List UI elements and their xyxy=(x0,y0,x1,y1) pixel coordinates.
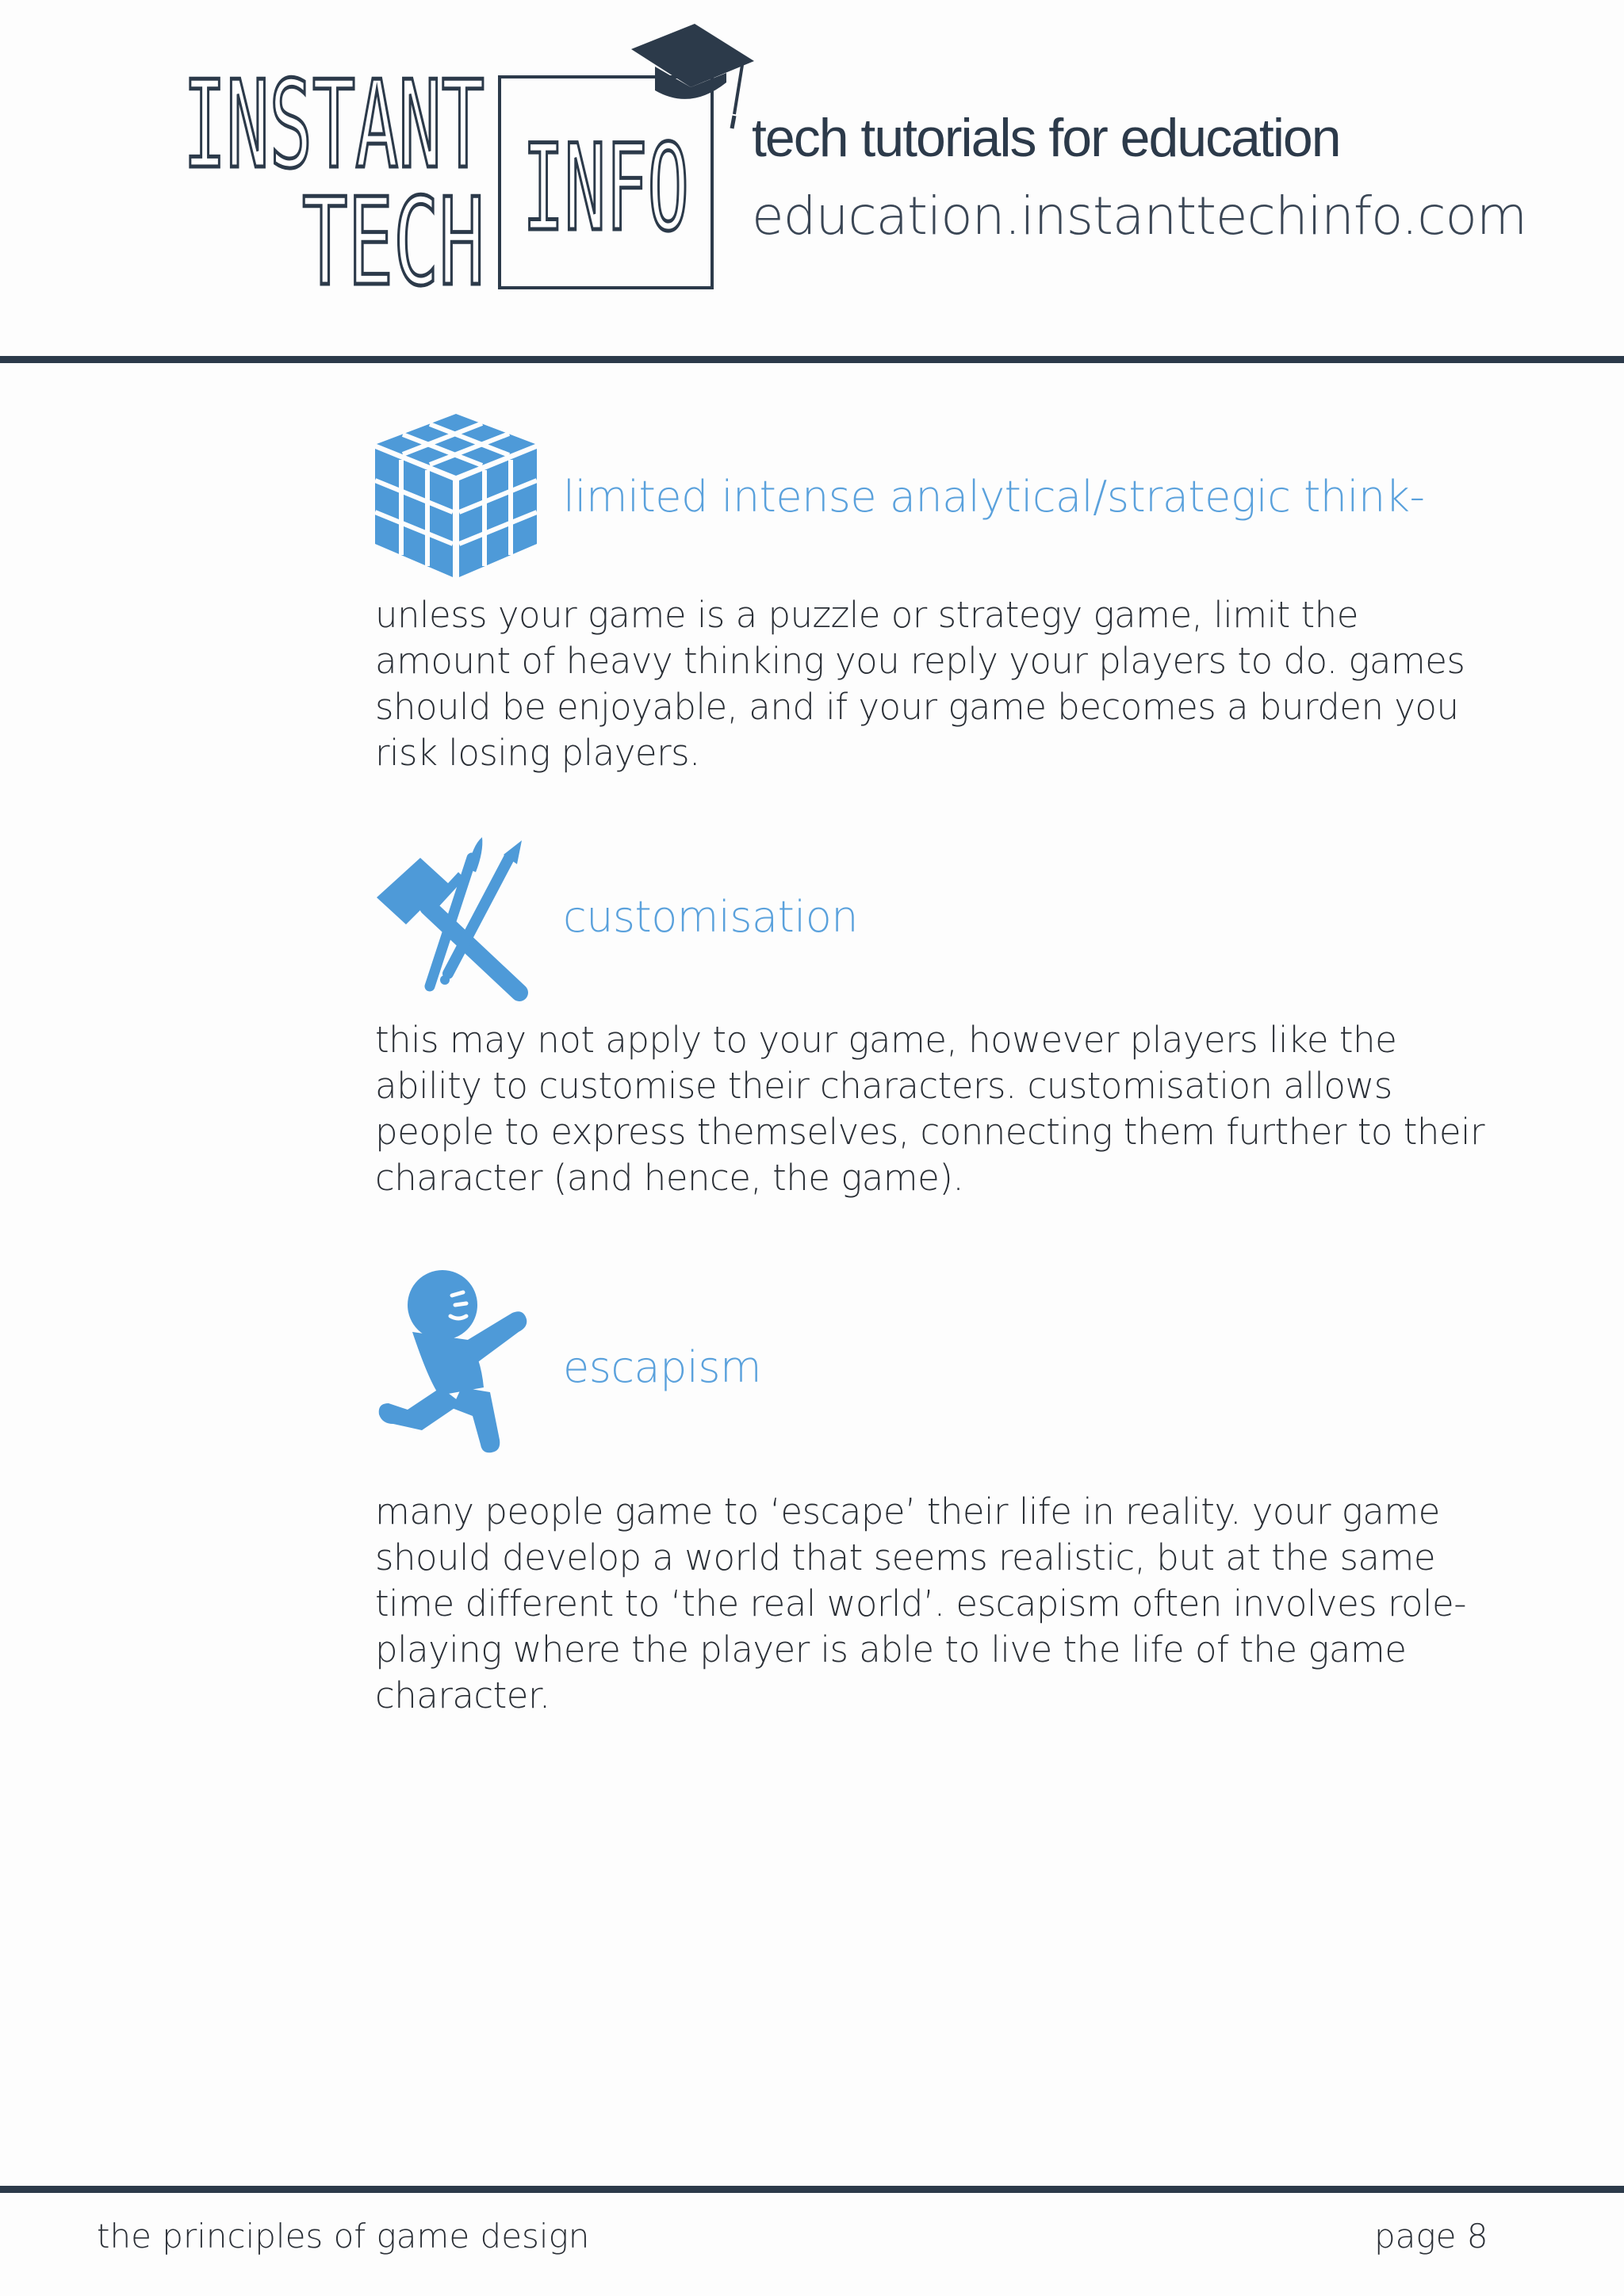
footer-doc-title: the principles of game design xyxy=(97,2217,590,2256)
section-title-analytical: limited intense analytical/strategic think- xyxy=(563,472,1425,522)
footer-divider xyxy=(0,2186,1624,2193)
rubiks-cube-icon xyxy=(373,411,539,582)
page-header xyxy=(0,0,1624,365)
site-url[interactable]: education.instanttechinfo.com xyxy=(752,186,1527,247)
section-body-customisation: this may not apply to your game, however players like the ability to customise their characters. customisation allows people to express themselves, connecting them further to their character (and hence, the game). xyxy=(375,1019,1485,1199)
running-figure-icon xyxy=(373,1269,539,1462)
graduation-cap-icon xyxy=(623,17,758,136)
header-divider xyxy=(0,356,1624,363)
section-body-analytical: unless your game is a puzzle or strategy game, limit the amount of heavy thinking you reply your players to do. games should be enjoyable, and if your game becomes a burden you risk losing players. xyxy=(375,594,1465,774)
tools-icon xyxy=(373,834,539,1005)
logo-line-tech: TECH xyxy=(302,172,485,300)
section-title-escapism: escapism xyxy=(563,1342,762,1392)
section-body-escapism: many people game to ‘escape’ their life in reality. your game should develop a world that seems realistic, but at the same time different to ‘the real world’. escapism often involves role-playing where the player is able to live the life of the game character. xyxy=(375,1490,1466,1716)
logo-instant-tech xyxy=(179,70,488,300)
logo-info-text: INFO xyxy=(523,120,689,258)
tagline: tech tutorials for education xyxy=(752,108,1340,168)
logo-line-instant: INSTANT xyxy=(183,70,485,195)
section-title-customisation: customisation xyxy=(563,892,859,942)
footer-page-number: page 8 xyxy=(1374,2217,1488,2256)
